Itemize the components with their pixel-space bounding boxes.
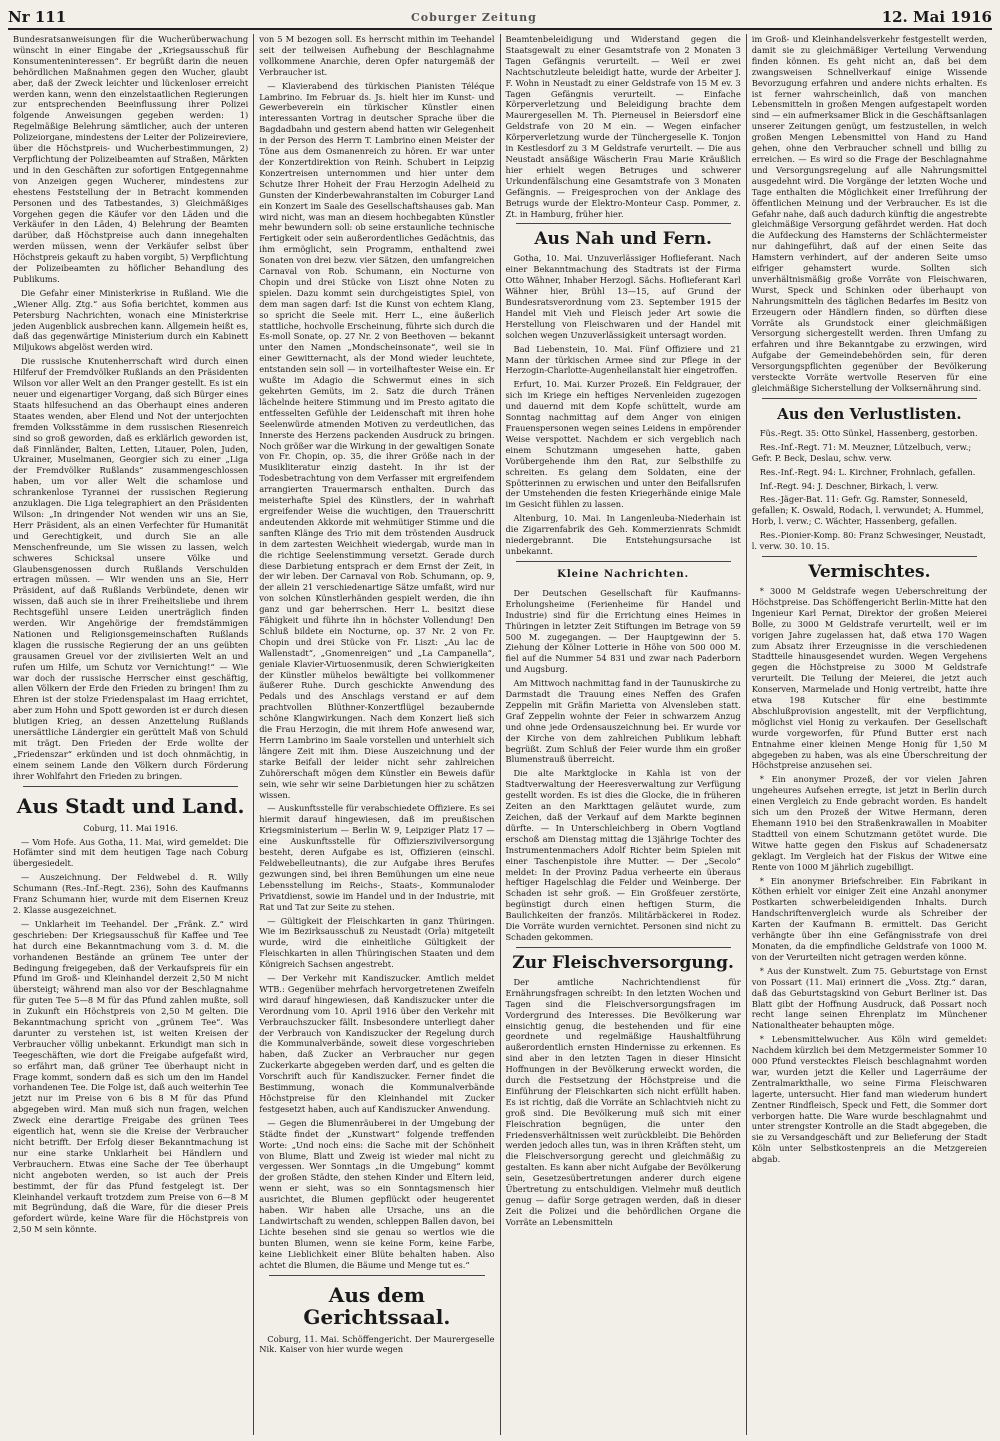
article-paragraph: Bundesratsanweisungen für die Wucherüberwachung wünscht in einer Eingabe der „Kriegsausschuß für Konsumenteninteressen“. Er begrüßt darin die neuen behördlichen Maßnahmen gegen den Wucher, glaubt aber, daß der Zweck leichter und lückenloser erreicht werden kann, wenn den einzelstaatlichen Regierungen zur entsprechenden Beeinflussung ihrer Polizei folgende Anweisungen gegeben werden: 1) Regelmäßige Belehrung sämtlicher, auch der unteren Polizeiorgane, mindestens der Leiter der Polizeireviere, über die Höchstpreis- und Wucherbestimmungen, 2) Verpflichtung der Polizeibeamten auf Straßen, Märkten und in den Geschäften zur sofortigen Entgegennahme von Anzeigen gegen Wucherer, mindestens zur ehestens Feststellung der in Betracht kommenden Personen und des Tatbestandes, 3) Gleichmäßiges Vorgehen gegen die Käufer vor den Läden und die Verkäufer in den Läden, 4) Belehrung der Beamten darüber, daß Höchstpreise auch dann innegehalten werden müssen, wenn der Verkäufer selbst über Höchstpreis gekauft zu haben vorgibt, 5) Verpflichtung der Polizeibeamten zu höflicher Behandlung des Publikums. — [13, 34, 249, 284]
divider — [762, 398, 977, 399]
section-heading: Kleine Nachrichten. — [557, 568, 690, 580]
article-paragraph: Coburg, 11. Mai. Schöffengericht. Der Maurergeselle Nik. Kaiser von hier wurde wegen — [259, 1333, 495, 1355]
article-paragraph: von 5 M bezogen soll. Es herrscht mithin im Teehandel seit der teilweisen Aufhebung der Beschlagnahme vollkommene Anarchie, deren Opfer naturgemäß der Verbraucher ist. — [259, 34, 495, 77]
article-paragraph: — Gegen die Blumenräuberei in der Umgebung der Städte findet der „Kunstwart“ folgende treffenden Worte: „Und noch eins: die Sache mit der Schönheit von Blume, Blatt und Zweig ist wieder mal nicht zu vergessen. Wer Sonntags „in die Umgebung“ kommt der großen Städte, den stehen Kinder und Eltern leid, wenn er sieht, was so ein Sonntagsmensch hier ausrichtet, die Blumen gepflückt oder heugerentet haben. Wir haben alle Ursache, uns an die Landwirtschaft zu wenden, schleppen Ballen davon, bei Lichte besehen sind sie genau so wertlos wie die bunten Blumen, wenn sie keine Form, keine Farbe, keine Lieblichkeit einer Blüte behalten haben. Also achtet die Blumen, die Bäume und Menge tut es.“ — [259, 1117, 495, 1270]
article-paragraph: — Gültigkeit der Fleischkarten in ganz Thüringen. Wie im Bezirksausschuß zu Neustadt (Orla) mitgeteilt wurde, wird die einheitliche Gültigkeit der Fleischkarten in allen Thüringischen Staaten und dem Königreich Sachsen angestrebt. — [259, 915, 495, 970]
masthead — [8, 6, 992, 30]
article-paragraph: Beamtenbeleidigung und Widerstand gegen die Staatsgewalt zu einer Gesamtstrafe von 2 Monaten 3 Tagen Gefängnis verurteilt. — Weil er zwei Nachtschutzleute beleidigt hatte, wurde der Arbeiter J. F. Wohn in Neustadt zu einer Geldstrafe von 15 M ev. 3 Tagen Gefängnis verurteilt. — Einfache Körperverletzung und Beleidigung brachte dem Maurergesellen M. Th. Pierneusel in Beiersdorf eine Geldstrafe von 20 M ein. — Wegen einfacher Körperverletzung wurde der Tünchergeselle K. Tonjon in Kestlesdorf zu 3 M Geldstrafe verurteilt. — Die aus Neustadt ansäßige Wäscherin Frau Marie Kräußlich hier erhielt wegen Betruges und schwerer Urkundenfälschung eine Gesamtstrafe von 3 Monaten Gefängnis. — Freigesprochen von der Anklage des Betrugs wurde der Elektro-Monteur Casp. Pommer, z. Zt. in Hamburg, früher hier. — [505, 34, 741, 219]
dateline: Coburg, 11. Mai 1916. — [83, 822, 179, 833]
article-paragraph: Altenburg, 10. Mai. In Langenleuba-Niederhain ist die Zigarrenfabrik des Geh. Kommerzienrats Schmidt niedergebrannt. Die Entstehungsursache ist unbekannt. — [505, 513, 741, 556]
divider — [269, 1275, 484, 1276]
article-paragraph: Am Mittwoch nachmittag fand in der Taunuskirche zu Darmstadt die Trauung eines Neffen des Grafen Zeppelin mit Gräfin Marietta von Alvensleben statt. Graf Zeppelin wohnte der Feier in schwarzem Anzug und ohne jede Ordensauszeichnung bei. Er wurde vor der Kirche von dem zahlreichen Publikum lebhaft begrüßt. Zum Schluß der Feier wurde ihm ein großer Blumenstrauß überreicht. — [505, 678, 741, 765]
article-paragraph: * Ein anonymer Prozeß, der vor vielen Jahren ungeheures Aufsehen erregte, ist jetzt in Berlin durch einen Vergleich zu Ende gebracht worden. Es handelt sich um den Prozeß der Witwe Hermann, deren Ehemann 1910 bei den Straßenkrawallen in Moabiter Stadtteil von einem Schutzmann getötet wurde. Die Witwe hatte gegen den Fiskus auf Schadenersatz geklagt. Im Vergleich hat der Fiskus der Witwe eine Rente von 1000 M jährlich zugebilligt. — [751, 774, 987, 872]
article-paragraph: Der amtliche Nachrichtendienst für Ernährungsfragen schreibt: In den letzten Wochen und Tagen sind die Fleischversorgungsfragen im Vordergrund des Interesses. Die Bevölkerung war einsichtig genug, die bestehenden und für eine geordnete und regelmäßige Haushaltführung außerordentlich ernsten Hindernisse zu erkennen. Es sind aber in den letzten Tagen in dieser Hinsicht Hoffnungen in der Bevölkerung erweckt worden, die durch die Festsetzung der Höchstpreise und die Einführung der Fleischkarten sich nicht erfüllt haben. Es ist richtig, daß die Vorräte an Schlachtvieh nicht zu groß sind. Die Bevölkerung muß sich mit einer Fleischration begnügen, die unter den Friedensverhältnissen weit zurückbleibt. Die Behörden werden jedoch alles tun, was in ihren Kräften steht, um die Fleischversorgung gerecht und gleichmäßig zu gestalten. Es kann aber nicht Aufgabe der Bevölkerung sein, Gesetzesübertretungen anderer durch eigene Übertretung zu entschuldigen. Vielmehr muß deutlich genug — dafür Sorge getragen werden, daß in dieser Zeit die Polizei und die behördlichen Organe die Vorräte an Lebensmitteln — [505, 976, 741, 1227]
article-paragraph: im Groß- und Kleinhandelsverkehr festgestellt werden, damit sie zu gleichmäßiger Verteilung Verwendung finden können. Es geht nicht an, daß bei dem zwangsweisen Schnellverkauf einige Wissende Bevorzugung erfahren und andere nichts erhalten. Es ist ferner wahrscheinlich, daß von manchen Lebensmitteln in großen Mengen aufgestapelt worden sind — ein aufmerksamer Blick in die Geschäftsanlagen unserer Zeitungen genügt, um festzustellen, in welch großen Mengen Lebensmittel von Hand zu Hand gehen, ohne den Verbraucher schnell und billig zu erreichen. — Es wird so die Frage der Beschlagnahme und Versorgungsregelung auf alle Nahrungsmittel ausgedehnt wird. Die Vorgänge der letzten Woche und Tage enthalten die Möglichkeit einer Irreführung der öffentlichen Meinung und der Verbraucher. Es ist die Gefahr nahe, daß auch dadurch künftig die angestrebte gleichmäßige Versorgung gefährdet werden. Hat doch die Aufdeckung des Hamsterns der Schlächtermeister nur dahingeführt, daß auf der einen Seite das Hamstern verhindert, auf der anderen Seite umso eifriger gehamstert wurde. Sollten sich unverhältnismäßig große Vorräte von Fleischwaren, Wurst, Speck und Schinken oder überhaupt von Nahrungsmitteln des täglichen Bedarfes im Besitz von Erzeugern oder Händlern finden, so dürften diese Vorräte als Grundstock einer gleichmäßigen Versorgung sichergestellt werden. Ihren Umfang zu erfahren und ihre Bekanntgabe zu erzwingen, wird Aufgabe der Gemeindebehörden sein, für deren Versorgungspflichten gegenüber der Bevölkerung versteckte Vorräte wertvolle Reserven für eine gleichmäßige Sicherstellung der Volksernährung sind. — [751, 34, 987, 393]
casualty-entry: Res.-Pionier-Komp. 80: Franz Schwesinger, Neustadt, l. verw. 30. 10. 15. — [751, 530, 986, 552]
article-paragraph: Erfurt, 10. Mai. Kurzer Prozeß. Ein Feldgrauer, der sich im Kriege ein heftiges Nervenleiden zugezogen und dauernd mit dem Kopfe schüttelt, wurde am Sonntag nachmittag auf dem Anger von einigen Frauenspersonen wegen seines Leidens in empörender Weise verspottet. Nachdem er sich vergeblich nach einem Schutzmann umgesehen hatte, gaben Vorübergehende ihm den Rat, zur Selbsthilfe zu schreiten. Es gelang dem Soldaten, eine der Spötterinnen zu erwischen und unter den Beifallsrufen der Umstehenden die festen Kriegerhände einige Male im Gesicht fühlen zu lassen. — [505, 379, 741, 510]
columns — [8, 34, 992, 1435]
divider — [516, 947, 731, 948]
article-paragraph: — Unklarheit im Teehandel. Der „Fränk. Z.“ wird geschrieben: Der Kriegsausschuß für Kaffee und Tee hat durch eine Bekanntmachung vom 3. d. M. die vorhandenen Bestände an grünem Tee unter der Bedingung freigegeben, daß der Verkaufspreis für ein Pfund im Groß- und Kleinhandel derzeit 2,50 M nicht übersteigt; während man also vor der Beschlagnahme für guten Tee 5—8 M für das Pfund zahlen mußte, soll in Zukunft ein Höchstpreis von 2,50 M gelten. Die Bekanntmachung spricht von „grünem Tee“. Was darunter zu verstehen ist, ist weiten Kreisen der Verbraucher völlig unbekannt. Erkundigt man sich in Teegeschäften, wie dort die Freigabe aufgefaßt wird, so erfährt man, daß grüner Tee überhaupt nicht in Frage kommt, sondern daß es sich um den im Handel vorhandenen Tee. Die Folge ist, daß auch weiterhin Tee jetzt nur im Preise von 6 bis 8 M für das Pfund abgegeben wird. Man muß sich nun fragen, welchen Zweck eine derartige Freigabe des grünen Tees eigentlich hat, wenn sie die Kreise der Verbraucher nicht betrifft. Der Erfolg dieser Bekanntmachung ist nur eine starke Unklarheit bei Händlern und Verbrauchern. Etwas eine Sache der Tee überhaupt nicht angeboten werden, so ist auch der Preis bestimmt, der für das Pfund festgelegt ist. Der Kleinhandel verkauft trotzdem zum Preise von 6—8 M mit Begründung, daß die Ware, für die dieser Preis gefordert würde, keine Ware für die Höchstpreis von 2,50 M sein könnte. — [13, 918, 249, 1235]
casualty-entry: Res.-Inf.-Regt. 71: M. Meuzner, Lützelbuch, verw.; Gefr. P. Beck, Deslau, schw. verw. — [751, 441, 972, 463]
column-1 — [8, 34, 254, 1435]
article-paragraph: Die Gefahr einer Ministerkrise in Rußland. Wie die „Wiener Allg. Ztg.“ aus Sofia berichtet, kommen aus Petersburg Nachrichten, wonach eine Ministerkrise jeden Augenblick ausbrechen kann. Allgemein heißt es, daß das gegenwärtige Ministerium durch ein Kabinett Miljukows abgelöst werden wird. — [13, 287, 249, 353]
casualty-entry: Inf.-Regt. 94: J. Deschner, Birkach, l. verw. — [759, 480, 939, 491]
divider — [762, 556, 977, 557]
section-heading: Aus Nah und Fern. — [534, 229, 712, 250]
article-paragraph: Die alte Marktglocke in Kahla ist von der Stadtverwaltung der Heeresverwaltung zur Verfügung gestellt worden. Es ist dies die Glocke, die in früheren Zeiten an den Markttagen geläutet wurde, zum Zeichen, daß der Verkauf auf dem Markte beginnen dürfte. — In Unterschleichberg in Obern Vogtland erschoß am Dienstag mittag die 13jährige Tochter des Instrumentenmachers Adolf Richter beim Spielen mit einer Taschenpistole ihre Mutter. — Der „Secolo“ meldet: In der Provinz Padua verheerte ein überaus heftiger Hagelschlag die Felder und Weinberge. Der Schaden ist sehr groß. — Ein Großfeuer zerstörte, begünstigt durch einen heftigen Sturm, die Baulichkeiten der französ. Militärbäckerei in Rodez. Die Vorräte wurden vernichtet. Personen sind nicht zu Schaden gekommen. — [505, 768, 741, 942]
casualty-entry: Res.-Jäger-Bat. 11: Gefr. Gg. Ramster, Sonneseld, gefallen; K. Oswald, Rodach, l. verwundet; A. Hummel, Horb, l. verw.; C. Wächter, Hassenberg, gefallen. — [751, 494, 984, 527]
issue-date: 12. Mai 1916 — [881, 8, 992, 26]
section-heading: Vermischtes. — [808, 561, 931, 582]
issue-number: Nr 111 — [8, 8, 67, 26]
section-heading: Aus Stadt und Land. — [16, 793, 245, 818]
article-paragraph: Der Deutschen Gesellschaft für Kaufmanns-Erholungsheime (Ferienheime für Handel und Industrie) sind für die Errichtung eines Heimes in Thüringen in letzter Zeit Stiftungen im Betrage von 59 500 M. zugegangen. — Der Hauptgewinn der 5. Ziehung der Kölner Lotterie in Höhe von 500 000 M. fiel auf die Nummer 54 831 und zwar nach Paderborn und Augsburg. — [505, 587, 741, 675]
section-heading: Zur Fleischversorgung. — [512, 952, 734, 973]
article-paragraph: — Der Verkehr mit Kandiszucker. Amtlich meldet WTB.: Gegenüber mehrfach hervorgetretenen Zweifeln wird darauf hingewiesen, daß Kandiszucker unter die Verordnung vom 10. April 1916 über den Verkehr mit Verbrauchszucker fällt. Insbesondere unterliegt daher der Verbrauch von Kandiszucker der Regelung durch die Kommunalverbände, soweit diese vorgeschrieben haben, daß Zucker an Verbraucher nur gegen Zuckerkarte abgegeben werden darf, und es gelten die Vorschrift auch für Kandiszucker. Ferner findet die Bestimmung, wonach die Kommunalverbände Höchstpreise für den Kleinhandel mit Zucker festgesetzt haben, auch auf Kandiszucker Anwendung. — [259, 973, 495, 1114]
article-paragraph: * Ein anonymer Briefschreiber. Ein Fabrikant in Köthen erhielt vor einiger Zeit eine Anzahl anonymer Postkarten schwerbeleidigenden Inhalts. Durch Handschriftenvergleich wurde als Schreiber der Karten der Kaufmann B. ermittelt. Das Gericht verhängte über ihn eine Gefängnisstrafe von drei Monaten, da die empfindliche Geldstrafe von 1000 M. von der Verurteilten nicht getragen werden könne. — [751, 875, 987, 962]
casualty-entry: Res.-Inf.-Regt. 94: L. Kirchner, Frohnlach, gefallen. — [759, 466, 976, 477]
divider — [516, 223, 731, 224]
divider — [23, 786, 238, 787]
article-paragraph: * Aus der Kunstwelt. Zum 75. Geburtstage von Ernst von Possart (11. Mai) erinnert die „Voss. Ztg.“ daran, daß das Geburtstagskind von Geburt Berliner ist. Das Blatt gibt der Hoffnung Ausdruck, daß Possart noch recht lange seinen Ehrenplatz im Münchener Nationaltheater behaupten möge. — [751, 965, 987, 1031]
column-4 — [747, 34, 992, 1435]
article-paragraph: — Auskunftsstelle für verabschiedete Offiziere. Es sei hiermit darauf hingewiesen, daß im preußischen Kriegsministerium — Berlin W. 9, Leipziger Platz 17 — eine Auskunftsstelle für Offizierszivilversorgung besteht, deren Aufgabe es ist, Offizieren (einschl. Feldwebelleutnants), die zur Aufgabe ihres Berufes gezwungen sind, bei ihren Bemühungen um eine neue Lebensstellung im Reichs-, Staats-, Kommunaloder Privatdienst, sowie im Handel und in der Industrie, mit Rat und Tat zur Seite zu stehen. — [259, 803, 495, 912]
article-paragraph: Die russische Knutenherrschaft wird durch einen Hilferuf der Fremdvölker Rußlands an den Präsidenten Wilson vor aller Welt an den Pranger gestellt. Es ist ein neuer und eigenartiger Vorgang, daß sich Bürger eines Staats hilfesuchend an das Oberhaupt eines anderen Staates wenden, aber Elend und Not der unterjochten fremden Volksstämme in dem russischen Riesenreich sind so groß geworden, daß es erklärlich geworden ist, daß Finnländer, Balten, Letten, Litauer, Polen, Juden, Ukrainer, Muselmanen, Georgier sich zu einer „Liga der Fremdvölker Rußlands“ zusammengeschlossen haben, um vor aller Welt die schamlose und schrankenlose Tyrannei der russischen Regierung anzuklagen. Die Liga telegraphiert an den Präsidenten Wilson: „In dringender Not wenden wir uns an Sie, Herr Präsident, als an einen Verfechter für Humanität und Gerechtigkeit, und durch Sie an alle Menschenfreunde, um Sie wissen zu lassen, welch schweres Schicksal unsere Völke und Glaubensgenossen durch Rußlands Verschulden ertragen müssen. — Wir wenden uns an Sie, Herr Präsident, auf daß Rußlands Verbündete, denen wir wissen, daß auch sie in ihrer Freiheitsliebe und ihrem Rechtsgefühl unsere Leiden unerträglich finden werden. Wir Angehörige der fremdstämmigen Nationen und Religionsgemeinschaften Rußlands klagen die russische Regierung der an uns geübten grausamen Greuel vor der zivilisierten Welt an und rufen um Hilfe, um Schutz vor Vernichtung!“ — Wie war doch der russische Herrscher einst geschäftig, allen Völkern der Erde den Frieden zu bringen! Ihm zu Ehren ist der stolze Friedenspalast im Haag errichtet, aber zum Hohn und Spott geworden ist er durch diesen blutigen Krieg, an dessen Anzettelung Rußlands unersättliche Ländergier ein gerüttelt Maß von Schuld mit trägt. Den Frieden der Erde wollte der „Friedenszar“ erkünden und ist doch ohnmächtig, in einem seinem Lande den Völkern durch Förderung ihrer Wohlfahrt den Frieden zu bringen. — [13, 356, 249, 781]
article-paragraph: * Lebensmittelwucher. Aus Köln wird gemeldet: Nachdem kürzlich bei dem Metzgermeister Sommer 10 000 Pfund verstecktes Fleisch beschlagnahmt worden war, wurden jetzt die Keller und Lagerräume der Zentralmarkthalle, wo seine Firma Fleischwaren lagerte, untersucht. Hier fand man wiederum hundert Zentner Rindfleisch, Speck und Fett, die Sommer dort verborgen hatte. Die Ware wurde beschlagnahmt und unter strengster Kontrolle an die Stadt abgegeben, die sie zu Versandgeschäft und zur Belieferung der Stadt Köln unter Selbstkostenpreis an die Metzgereien abgab. — [751, 1034, 987, 1165]
article-paragraph: — Auszeichnung. Der Feldwebel d. R. Willy Schumann (Res.-Inf.-Regt. 236), Sohn des Kaufmanns Franz Schumann hier, wurde mit dem Eisernen Kreuz 2. Klasse ausgezeichnet. — [13, 872, 249, 915]
divider — [516, 561, 731, 562]
article-paragraph: Gotha, 10. Mai. Unzuverlässiger Hoflieferant. Nach einer Bekanntmachung des Stadtrats ist der Firma Otto Wähner, Inhaber Herzogl. Sächs. Hoflieferant Karl Wähner hier, Brühl 13—15, auf Grund der Bundesratsverordnung vom 23. September 1915 der Handel mit Vieh und Fleisch jeder Art sowie die Herstellung von Fleischwaren und der Handel mit solchen wegen Unzuverlässigkeit untersagt worden. — [505, 253, 741, 340]
article-paragraph: — Vom Hofe. Aus Gotha, 11. Mai, wird gemeldet: Die Hofämter sind mit dem heutigen Tage nach Coburg übergesiedelt. — [13, 836, 249, 869]
article-paragraph: * 3000 M Geldstrafe wegen Ueberschreitung der Höchstpreise. Das Schöffengericht Berlin-Mitte hat den Ingenieur Karl Pernat, Direktor der großen Meierei Bolle, zu 3000 M Geldstrafe verurteilt, weil er im vorigen Jahre zugelassen hat, daß etwa 170 Wagen zum Absatz ihrer Erzeugnisse in die verschiedenen Stadtteile hinausgesendet wurden. Wegen Vergehens gegen die Höchstpreise zu 3000 M Geldstrafe verurteilt. Die Teilung der Meierei, die jetzt auch Konserven, Marmelade und Honig vertreibt, hatte ihre etwa 198 Kutscher für eine bestimmte Abschlußprovision angestellt, mit der Verpflichtung, möglichst viel Honig zu verkaufen. Der Gesellschaft wurde vorgeworfen, für Pfund Butter erst nach Entnahme einer kleinen Menge Honig für 1,50 M abgegeben zu haben, was als eine Überschreitung der Höchstpreise anzusehen sei. — [751, 585, 987, 771]
section-heading: Aus den Verlustlisten. — [777, 404, 962, 423]
casualty-entry: Füs.-Regt. 35: Otto Sünkel, Hassenberg, gestorben. — [759, 427, 978, 438]
column-3 — [501, 34, 747, 1435]
article-paragraph: — Klavierabend des türkischen Pianisten Téléque Lambrino. Im Februar ds. Js. hielt hier im Kunst- und Gewerbeverein ein türkischer Künstler einen interessanten Vortrag in deutscher Sprache über die Bagdadbahn und gestern abend hatten wir Gelegenheit in der Person des Herrn T. Lambrino einen Meister der Töne aus dem Osmanenreich zu hören. Er war unter der Konzertdirektion von Reinh. Schubert in Leipzig Konzertreisen unternommen und hier unter dem Schutze Ihrer Hoheit der Frau Herzogin Adelheid zu Gunsten der Kinderbewahranstalten im Coburger Land ein Konzert im Saale des Gesellschaftshauses gab. Man wird nicht, was man an diesem hochbegabten Künstler mehr bewundern soll: ob seine erstaunliche technische Fertigkeit oder sein außerordentliches Gedächtnis, das ihm ermöglicht, sein Programm, enthaltend zwei Sonaten von drei bezw. vier Sätzen, den umfangreichen Carnaval von Rob. Schumann, ein Nocturne von Chopin und drei Stücke von Liszt ohne Noten zu spielen. Dazu kommt sein durchgeistigtes Spiel, von dem man sagen darf: Ist die Kunst von echtem Klang, so spricht die Seele mit. Herr L., eine äußerlich stattliche, hochvolle Erscheinung, führte sich durch die Es-moll Sonate, op. 27 Nr. 2 von Beethoven — bekannt unter den Namen „Mondscheinsonate“, weil sie in einer Gewitternacht, als der Mond wieder leuchtete, entstanden sein soll — in vorteilhaftester Weise ein. Er wußte im Adagio die Schwermut eines in sich gekehrten Gemüts, im 2. Satz die durch Tränen lächelnde heitere Stimmung und im Presto agitato die entfesselten Gefühle der Leidenschaft mit ihren hohe Seelenwürde atmenden Motiven zu verdeutlichen, das Innerste des Herzens packenden Ausdruck zu bringen. Noch größer war die Wirkung in der gewaltigen Sonate von Fr. Chopin, op. 35, die ihrer Größe nach in der Musikliteratur einzig dasteht. In ihr ist der Todesbetrachtung von dem Verfasser mit ergreifendem arrangierten Trauermarsch enthalten. Durch das meisterhafte Spiel des Künstlers, der in wahrhaft ergreifender Weise die wuchtigen, den Trauerschritt andeutenden Akkorde mit wehmütiger Stimme und die sanften Klänge des Trio mit dem tröstenden Ausdruck in dem zartesten Weichheit wiedergab, wurde man in die richtige Seelenstimmung versetzt. Gerade durch diese Darbietung entsprach er dem Ernst der Zeit, in der wir leben. Der Carnaval von Rob. Schumann, op. 9, der allein 21 verschiedenartige Sätze umfaßt, wird nur von solchen Künstlerhänden gespielt werden, die ihn ganz und gar beherrschen. Herr L. besitzt diese Fähigkeit und führte ihn in höchster Vollendung! Den Schluß bildete ein Nocturne, op. 37 Nr. 2 von Fr. Chopin und drei Stücke von Fr. Liszt: „Au lac de Wallenstadt“, „Gnomenreigen“ und „La Campanella“, geniale Klavier-Virtuosenmusik, deren Schwierigkeiten der Künstler mühelos bewältigte bei vollkommener äußerer Ruhe. Durch geschickte Anwendung des Pedals und des Anschlags verstand er auf dem prachtvollen Blüthner-Konzertflügel bezaubernde schöne Klangwirkungen. Nach dem Konzert ließ sich die Frau Herzogin, die mit ihrem Hofe anwesend war, Herrn Lambrino im Saale vorstellen und unterhielt sich längere Zeit mit ihm. Diese Auszeichnung und der starke Beifall der leider nicht sehr zahlreichen Zuhörerschaft mögen dem Künstler ein Beweis dafür sein, wie sehr wir seine Darbietungen hier zu schätzen wissen. — [259, 80, 495, 800]
paper-name: Coburger Zeitung — [410, 10, 537, 24]
section-heading: Aus dem Gerichtssaal. — [303, 1282, 451, 1329]
article-paragraph: Bad Liebenstein, 10. Mai. Fünf Offiziere und 21 Mann der türkischen Armee sind zur Pflege in der Herzogin-Charlotte-Augenheilanstalt hier eingetroffen. — [505, 343, 741, 376]
column-2 — [254, 34, 500, 1435]
